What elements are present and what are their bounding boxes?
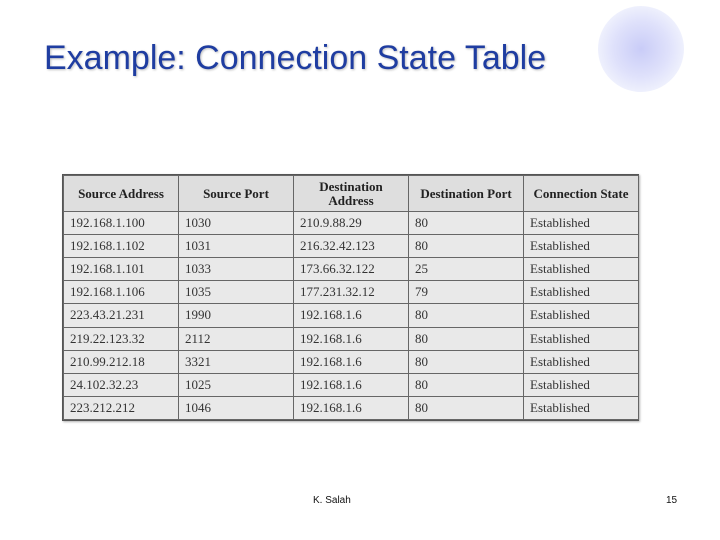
cell-destination-address: 177.231.32.12	[294, 281, 409, 304]
table-row	[64, 235, 639, 258]
cell-source-port: 2112	[179, 327, 294, 350]
cell-destination-address: 192.168.1.6	[294, 350, 409, 373]
cell-source-port: 1046	[179, 396, 294, 419]
table-row	[64, 281, 639, 304]
cell-destination-port: 80	[409, 235, 524, 258]
header-connection-state: Connection State	[524, 176, 639, 212]
cell-destination-port: 79	[409, 281, 524, 304]
table-row	[64, 373, 639, 396]
cell-source-address: 223.43.21.231	[64, 304, 179, 327]
cell-connection-state: Established	[524, 212, 639, 235]
header-destination-port: Destination Port	[409, 176, 524, 212]
cell-destination-port: 80	[409, 396, 524, 419]
cell-destination-address: 192.168.1.6	[294, 373, 409, 396]
table-row	[64, 396, 639, 419]
cell-destination-port: 80	[409, 212, 524, 235]
connection-state-table	[63, 175, 639, 420]
cell-source-address: 192.168.1.102	[64, 235, 179, 258]
cell-destination-port: 80	[409, 373, 524, 396]
cell-source-address: 192.168.1.100	[64, 212, 179, 235]
page-number: 15	[666, 495, 678, 506]
cell-source-port: 1990	[179, 304, 294, 327]
cell-source-address: 210.99.212.18	[64, 350, 179, 373]
cell-connection-state: Established	[524, 373, 639, 396]
cell-source-port: 1035	[179, 281, 294, 304]
cell-connection-state: Established	[524, 350, 639, 373]
table-row	[64, 212, 639, 235]
table-header-row	[64, 176, 639, 212]
cell-destination-port: 80	[409, 350, 524, 373]
cell-source-address: 24.102.32.23	[64, 373, 179, 396]
cell-destination-address: 192.168.1.6	[294, 304, 409, 327]
table-row	[64, 350, 639, 373]
cell-source-address: 223.212.212	[64, 396, 179, 419]
cell-connection-state: Established	[524, 235, 639, 258]
cell-source-port: 3321	[179, 350, 294, 373]
slide-title: Example: Connection State Table	[44, 39, 547, 77]
cell-destination-port: 80	[409, 327, 524, 350]
cell-connection-state: Established	[524, 396, 639, 419]
cell-source-port: 1033	[179, 258, 294, 281]
cell-destination-address: 210.9.88.29	[294, 212, 409, 235]
table-row	[64, 258, 639, 281]
cell-destination-address: 173.66.32.122	[294, 258, 409, 281]
cell-connection-state: Established	[524, 327, 639, 350]
cell-source-address: 192.168.1.106	[64, 281, 179, 304]
cell-connection-state: Established	[524, 304, 639, 327]
cell-destination-port: 25	[409, 258, 524, 281]
cell-source-address: 219.22.123.32	[64, 327, 179, 350]
cell-destination-address: 216.32.42.123	[294, 235, 409, 258]
cell-source-port: 1025	[179, 373, 294, 396]
cell-destination-port: 80	[409, 304, 524, 327]
cell-destination-address: 192.168.1.6	[294, 396, 409, 419]
header-source-port: Source Port	[179, 176, 294, 212]
decorative-circle	[598, 6, 684, 92]
cell-source-address: 192.168.1.101	[64, 258, 179, 281]
cell-source-port: 1030	[179, 212, 294, 235]
cell-destination-address: 192.168.1.6	[294, 327, 409, 350]
table-row	[64, 327, 639, 350]
header-destination-address: Destination Address	[294, 176, 409, 212]
cell-source-port: 1031	[179, 235, 294, 258]
header-source-address: Source Address	[64, 176, 179, 212]
cell-connection-state: Established	[524, 258, 639, 281]
cell-connection-state: Established	[524, 281, 639, 304]
footer-author: K. Salah	[313, 495, 351, 506]
connection-state-table-frame	[62, 174, 639, 421]
table-row	[64, 304, 639, 327]
